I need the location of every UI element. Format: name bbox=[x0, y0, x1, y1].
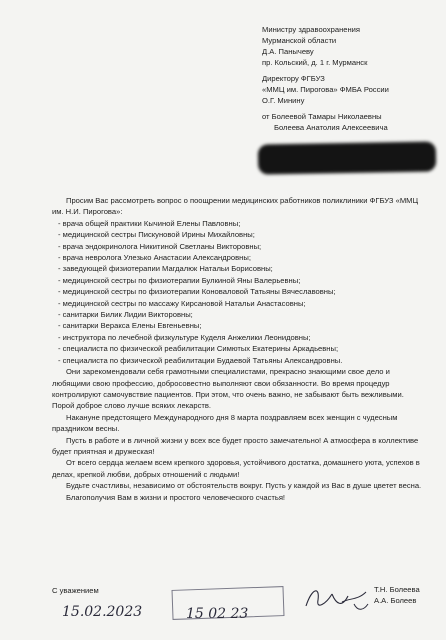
staff-list bbox=[52, 218, 424, 366]
intro-paragraph: Просим Вас рассмотреть вопрос о поощрении медицинских работников поликлиники ФГБУЗ «ММЦ им. Н.И. Пирогова»: bbox=[52, 196, 419, 217]
list-item: - медицинской сестры по физиотерапии Булкиной Яны Валерьевны; bbox=[58, 275, 301, 285]
list-item: - инструктора по лечебной физкультуре Куделя Анжелики Леонидовны; bbox=[58, 332, 311, 342]
list-item: - специалиста по физической реабилитации Симютых Екатерины Аркадьевны; bbox=[58, 344, 339, 354]
paragraph-4: От всего сердца желаем всем крепкого здоровья, устойчивого достатка, домашнего уюта, успехов в делах, крепкой любви, добрых отношений с людьми! bbox=[52, 458, 420, 479]
signature-image bbox=[302, 582, 372, 616]
signatory-names bbox=[374, 584, 420, 606]
list-item: - заведующей физиотерапии Магдалюк Натальи Борисовны; bbox=[58, 264, 273, 274]
list-item: - санитарки Билик Лидии Викторовны; bbox=[58, 310, 193, 320]
paragraph-2: Накануне предстоящего Международного дня 8 марта поздравляем всех женщин с чудесным праздником весны. bbox=[52, 412, 398, 434]
redacted-area bbox=[258, 141, 436, 174]
paragraph-6: Благополучия Вам в жизни и простого человеческого счастья! bbox=[66, 492, 286, 502]
recipient-2-line-3: О.Г. Минину bbox=[262, 96, 305, 105]
signatory-name-2: А.А. Болеев bbox=[374, 596, 417, 605]
stamp-date: 15 02 23 bbox=[186, 606, 249, 622]
recipient-1-line-4: пр. Кольский, д. 1 г. Мурманск bbox=[262, 58, 368, 67]
paragraph-3: Пусть в работе и в личной жизни у всех все будет просто замечательно! А атмосфера в коллективе будет приятная и дружеская! bbox=[52, 435, 419, 456]
recipient-2-line-2: «ММЦ им. Пирогова» ФМБА России bbox=[262, 85, 389, 94]
sender-line-1: от Болеевой Тамары Николаевны bbox=[262, 112, 382, 121]
list-item: - врача невролога Улезько Анастасии Александровны; bbox=[58, 253, 251, 263]
list-item: - медицинской сестры Пискуновой Ирины Михайловны; bbox=[58, 230, 255, 240]
list-item: - медицинской сестры по массажу Кирсановой Натальи Анастасовны; bbox=[58, 298, 306, 308]
paragraph-5: Будьте счастливы, независимо от обстоятельств вокруг. Пусть у каждой из Вас в душе цветет весна. bbox=[66, 481, 422, 491]
closing-text: С уважением bbox=[52, 586, 99, 595]
recipient-1-line-3: Д.А. Панычеву bbox=[262, 47, 314, 56]
sender-line-2: Болеева Анатолия Алексеевича bbox=[274, 123, 388, 132]
handwritten-date: 15.02.2023 bbox=[62, 604, 143, 620]
letter-body bbox=[52, 195, 424, 503]
list-item: - медицинской сестры по физиотерапии Коноваловой Татьяны Вячеславовны; bbox=[58, 287, 336, 297]
recipient-1-line-2: Мурманской области bbox=[262, 36, 337, 45]
list-item: - врача эндокринолога Никитиной Светланы Викторовны; bbox=[58, 241, 262, 251]
recipient-2-line-1: Директору ФГБУЗ bbox=[262, 74, 325, 83]
recipient-1-line-1: Министру здравоохранения bbox=[262, 25, 361, 34]
list-item: - врача общей практики Кычиной Елены Павловны; bbox=[58, 218, 241, 228]
address-block bbox=[262, 24, 442, 133]
list-item: - специалиста по физической реабилитации Будаевой Татьяны Александровны. bbox=[58, 355, 343, 365]
paragraph-1: Они зарекомендовали себя грамотными специалистами, прекрасно знающими свое дело и любящими свою профессию, добросовестно выполняют свои обязанности. Во время процедур контролируют самочувствие пациентов. При этом, что очень важно, не забывают быть вежливыми. Порой доброе слово лучше всяких лекарств. bbox=[52, 367, 404, 411]
signatory-name-1: Т.Н. Болеева bbox=[374, 585, 420, 594]
list-item: - санитарки Веракса Елены Евгеньевны; bbox=[58, 321, 202, 331]
